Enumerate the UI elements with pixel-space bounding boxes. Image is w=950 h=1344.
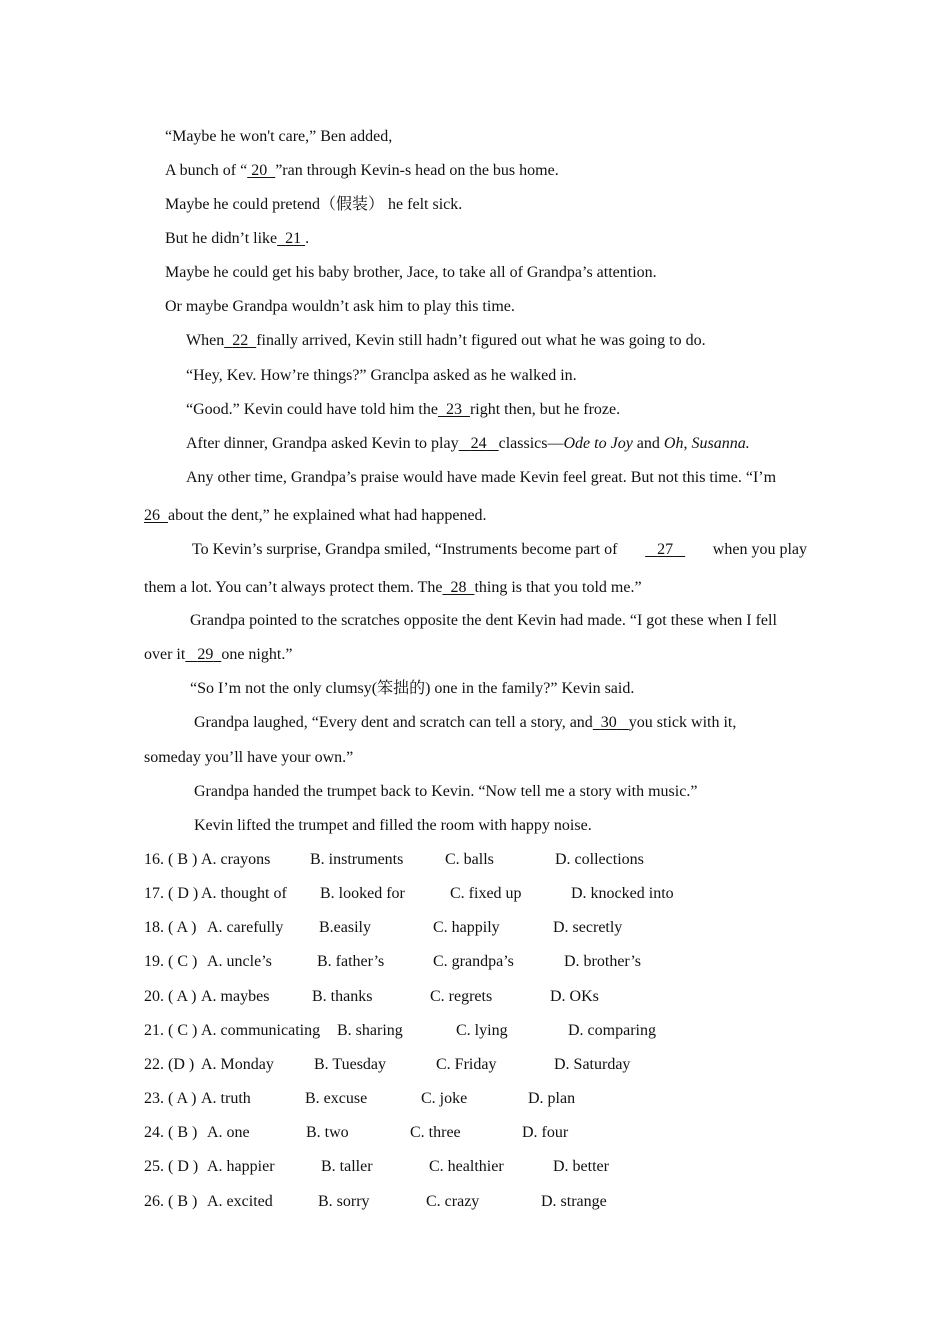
passage-line	[192, 540, 807, 560]
option-c: C. Friday	[436, 1056, 497, 1073]
passage-line	[165, 229, 309, 249]
text: A bunch of “	[165, 162, 248, 179]
question-number: 19. ( C )	[144, 953, 198, 970]
option-d: D. strange	[541, 1193, 607, 1210]
passage-line	[144, 506, 487, 526]
passage-line: Grandpa pointed to the scratches opposite the dent Kevin had made. “I got these when I fell	[190, 612, 777, 629]
passage-line: “Hey, Kev. How’re things?” Granclpa asked as he walked in.	[186, 367, 577, 384]
option-a: A. happier	[207, 1158, 275, 1175]
passage-line	[165, 161, 559, 181]
text: ,	[683, 435, 692, 452]
option-d: D. four	[522, 1124, 569, 1141]
option-b: B. instruments	[310, 851, 404, 868]
option-c: C. lying	[456, 1022, 508, 1039]
option-d: D. secretly	[553, 919, 623, 936]
text: To Kevin’s surprise, Grandpa smiled, “Instruments become part of	[192, 541, 618, 558]
passage-line: someday you’ll have your own.”	[144, 749, 354, 766]
blank-21: 21	[285, 230, 302, 247]
blank-27: 27	[657, 541, 674, 558]
option-c: C. healthier	[429, 1158, 504, 1175]
option-d: D. Saturday	[554, 1056, 631, 1073]
passage-line	[186, 331, 706, 351]
option-b: B. sorry	[318, 1193, 370, 1210]
option-b: B. excuse	[305, 1090, 368, 1107]
question-number: 21. ( C )	[144, 1022, 198, 1039]
blank-29: 29	[197, 646, 214, 663]
song-title: Oh	[663, 435, 684, 452]
text: and	[632, 435, 664, 452]
text: them a lot. You can’t always protect them. The	[144, 579, 443, 596]
question-number: 20. ( A )	[144, 988, 197, 1005]
blank-26: 26	[144, 507, 160, 524]
option-b: B. taller	[321, 1158, 373, 1175]
passage-line	[186, 434, 750, 454]
text: After dinner, Grandpa asked Kevin to play	[186, 435, 459, 452]
passage-line	[194, 713, 736, 733]
passage-line: Grandpa handed the trumpet back to Kevin. “Now tell me a story with music.”	[194, 783, 698, 800]
blank-20: 20	[251, 162, 268, 179]
option-b: B. looked for	[320, 885, 405, 902]
text: classics—	[498, 435, 564, 452]
blank-24: 24	[470, 435, 487, 452]
question-number: 17. ( D )	[144, 885, 199, 902]
option-d: D. plan	[528, 1090, 576, 1107]
option-c: C. regrets	[430, 988, 493, 1005]
passage-line: Or maybe Grandpa wouldn’t ask him to play this time.	[165, 298, 515, 315]
option-d: D. collections	[555, 851, 644, 868]
passage-line: Maybe he could get his baby brother, Jace, to take all of Grandpa’s attention.	[165, 264, 657, 281]
text: you stick with it,	[628, 714, 737, 731]
option-b: B. thanks	[312, 988, 373, 1005]
question-number: 22. (D )	[144, 1056, 195, 1073]
passage-line: Any other time, Grandpa’s praise would have made Kevin feel great. But not this time. “I’m	[186, 469, 777, 486]
option-c: C. fixed up	[450, 885, 522, 902]
blank-23: 23	[445, 401, 462, 418]
passage-line	[144, 645, 292, 665]
text: thing is that you told me.”	[474, 579, 642, 596]
option-c: C. crazy	[426, 1193, 480, 1210]
passage-line	[186, 400, 620, 420]
text: Grandpa laughed, “Every dent and scratch can tell a story, and	[194, 714, 593, 731]
option-c: C. three	[410, 1124, 461, 1141]
blank-28: 28	[450, 579, 467, 596]
text: finally arrived, Kevin still hadn’t figured out what he was going to do.	[256, 332, 706, 349]
option-d: D. comparing	[568, 1022, 656, 1039]
blank-30: 30	[600, 714, 617, 731]
question-number: 23. ( A )	[144, 1090, 197, 1107]
option-b: B. father’s	[317, 953, 385, 970]
option-a: A. Monday	[201, 1056, 274, 1073]
text: one night.”	[221, 646, 293, 663]
song-title: Ode to Joy	[563, 435, 633, 452]
option-c: C. happily	[433, 919, 500, 936]
passage-line: “Maybe he won't care,” Ben added,	[165, 128, 393, 145]
text: over it	[144, 646, 186, 663]
option-d: D. better	[553, 1158, 609, 1175]
passage-line: Kevin lifted the trumpet and filled the room with happy noise.	[194, 817, 592, 834]
text: ”ran through Kevin-s head on the bus home.	[275, 162, 559, 179]
option-a: A. truth	[201, 1090, 251, 1107]
question-number: 16. ( B )	[144, 851, 198, 868]
option-d: D. knocked into	[571, 885, 674, 902]
text: when you play	[712, 541, 807, 558]
option-a: A. maybes	[201, 988, 270, 1005]
text: But he didn’t like	[165, 230, 278, 247]
option-a: A. communicating	[201, 1022, 321, 1039]
question-number: 24. ( B )	[144, 1124, 198, 1141]
option-c: C. balls	[445, 851, 494, 868]
text: about the dent,” he explained what had happened.	[168, 507, 487, 524]
passage-line: Maybe he could pretend（假装） he felt sick.	[165, 196, 463, 213]
question-number: 25. ( D )	[144, 1158, 199, 1175]
blank-22: 22	[232, 332, 249, 349]
passage-line: “So I’m not the only clumsy(笨拙的) one in the family?” Kevin said.	[190, 680, 635, 697]
option-c: C. joke	[421, 1090, 468, 1107]
option-b: B. two	[306, 1124, 349, 1141]
text: “Good.” Kevin could have told him the	[186, 401, 438, 418]
text: right then, but he froze.	[469, 401, 621, 418]
text: When	[186, 332, 225, 349]
option-d: D. OKs	[550, 988, 599, 1005]
option-a: A. thought of	[201, 885, 287, 902]
song-title: Susanna.	[691, 435, 750, 452]
question-number: 26. ( B )	[144, 1193, 198, 1210]
option-a: A. one	[207, 1124, 250, 1141]
option-b: B. sharing	[337, 1022, 403, 1039]
text: .	[305, 230, 310, 247]
option-d: D. brother’s	[564, 953, 642, 970]
option-c: C. grandpa’s	[433, 953, 514, 970]
option-b: B. Tuesday	[314, 1056, 387, 1073]
passage-line	[144, 578, 642, 598]
option-a: A. carefully	[207, 919, 284, 936]
option-a: A. crayons	[201, 851, 271, 868]
option-a: A. uncle’s	[207, 953, 272, 970]
option-a: A. excited	[207, 1193, 273, 1210]
option-b: B.easily	[319, 919, 371, 936]
question-number: 18. ( A )	[144, 919, 197, 936]
